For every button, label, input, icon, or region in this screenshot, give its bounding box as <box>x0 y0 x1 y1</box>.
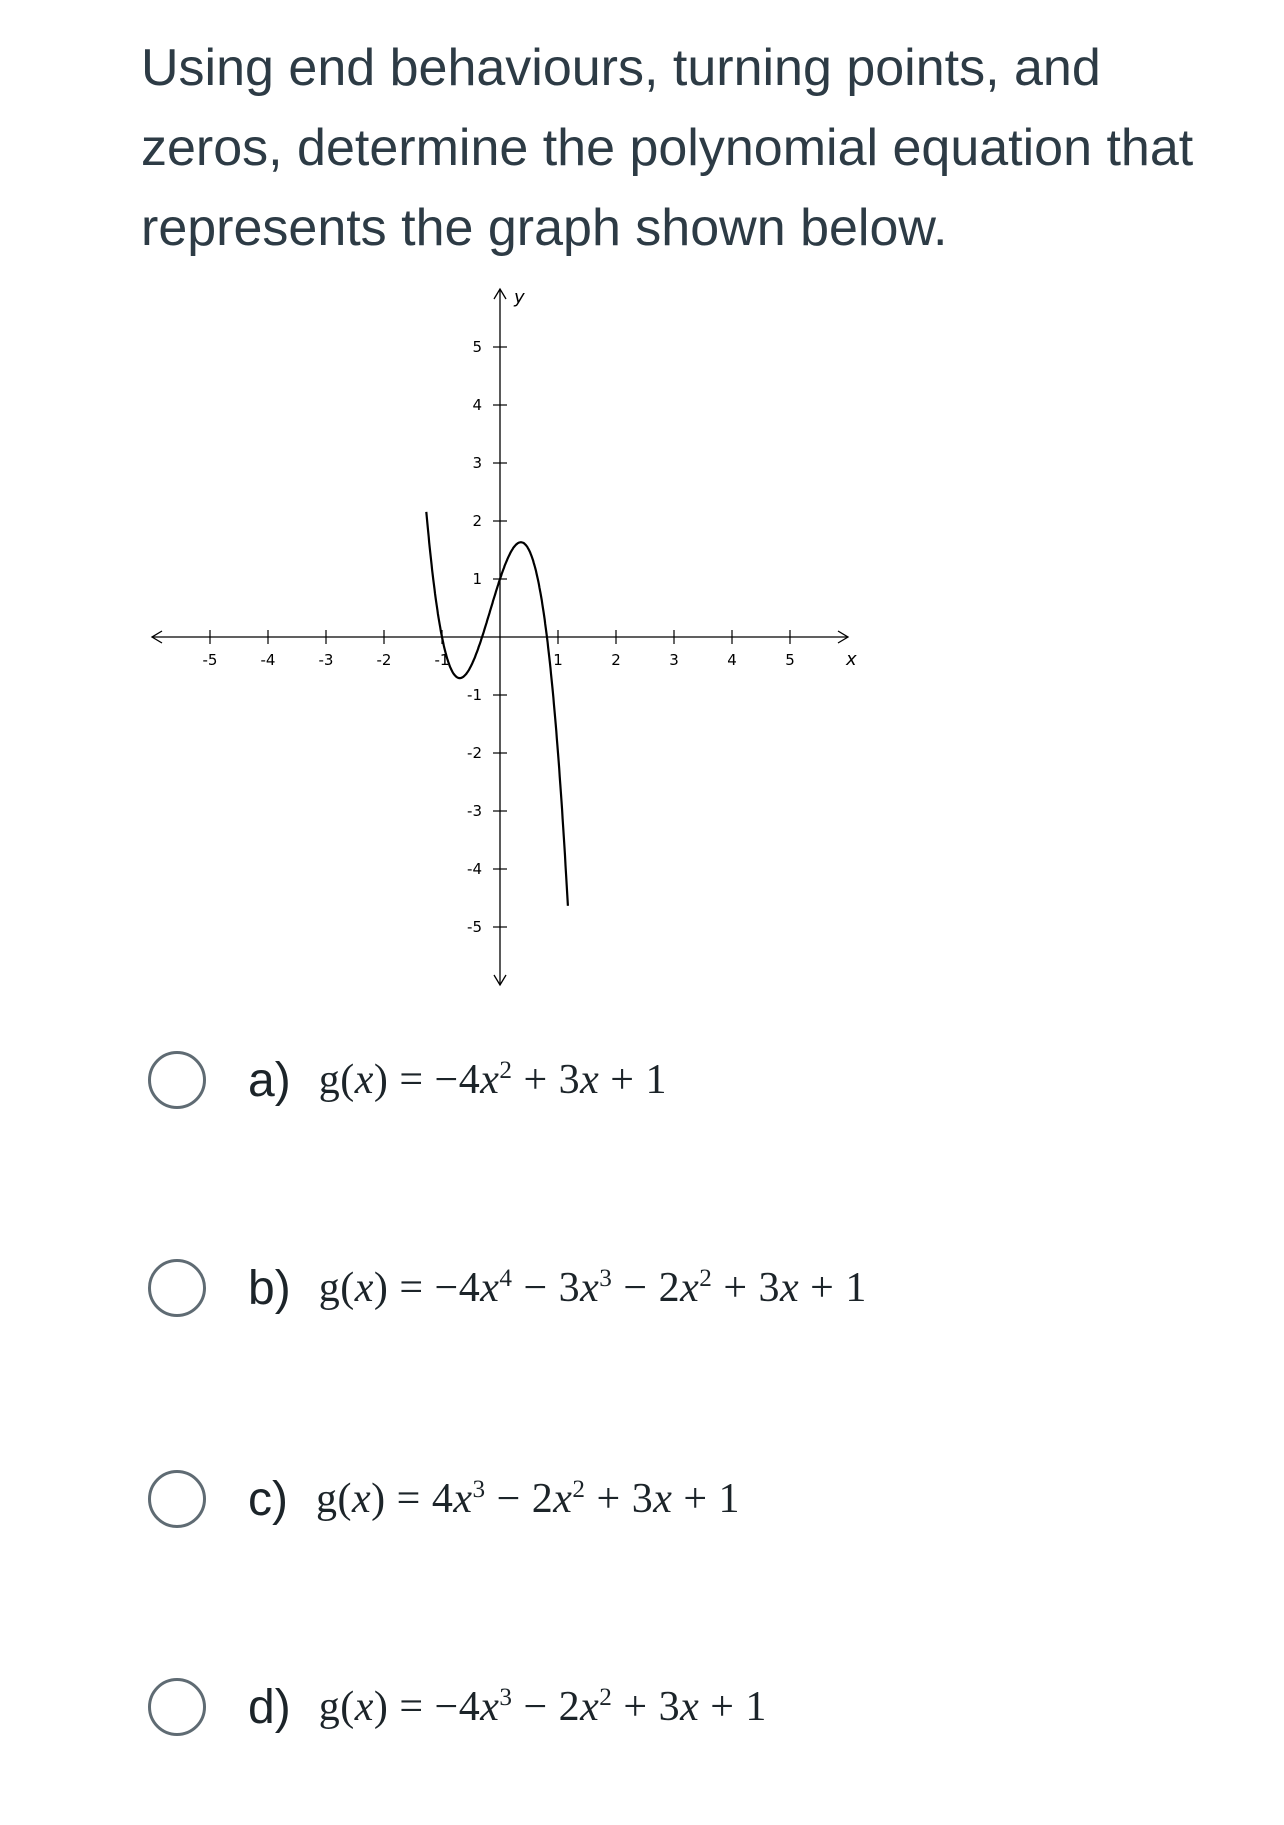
polynomial-curve <box>426 512 568 906</box>
y-tick-label: 4 <box>472 396 482 414</box>
radio-button[interactable] <box>148 1470 206 1528</box>
x-tick-label: 2 <box>611 651 621 669</box>
option-letter: b) <box>248 1261 291 1315</box>
radio-button[interactable] <box>148 1678 206 1736</box>
axes <box>152 289 848 985</box>
question-text: Using end behaviours, turning points, and zeros, determine the polynomial equation that represents the graph shown below. <box>141 39 1194 257</box>
x-tick-label: -2 <box>376 651 392 669</box>
y-tick-label: -4 <box>467 860 482 878</box>
option-d[interactable] <box>148 1667 767 1747</box>
y-tick-label: 1 <box>472 570 482 588</box>
y-tick-label: 3 <box>472 454 482 472</box>
x-axis-label: x <box>846 649 857 670</box>
x-tick-label: -5 <box>202 651 218 669</box>
option-equation: $g(x) = -4x^3 - 2x^2 + 3x + 1$ <box>318 1684 767 1730</box>
x-tick-label: 4 <box>727 651 737 669</box>
option-equation: $g(x) = -4x^2 + 3x + 1$ <box>318 1057 667 1103</box>
y-tick-label: -3 <box>467 802 482 820</box>
x-tick-label: 5 <box>785 651 795 669</box>
option-letter: d) <box>248 1680 291 1734</box>
option-a[interactable] <box>148 1040 667 1120</box>
option-letter: a) <box>248 1053 291 1107</box>
x-tick-label: -4 <box>260 651 276 669</box>
option-equation: $g(x) = -4x^4 - 3x^3 - 2x^2 + 3x + 1$ <box>318 1265 867 1311</box>
x-tick-label: -3 <box>318 651 334 669</box>
x-tick-label: 1 <box>553 651 563 669</box>
radio-button[interactable] <box>148 1259 206 1317</box>
option-equation: $g(x) = 4x^3 - 2x^2 + 3x + 1$ <box>315 1476 741 1522</box>
y-tick-label: -2 <box>467 744 482 762</box>
graph-svg <box>140 262 880 1002</box>
x-tick-label: 3 <box>669 651 679 669</box>
y-tick-label: -1 <box>467 686 482 704</box>
radio-button[interactable] <box>148 1051 206 1109</box>
option-b[interactable] <box>148 1248 867 1328</box>
y-tick-label: 2 <box>472 512 482 530</box>
polynomial-graph <box>140 262 880 1007</box>
y-axis-label: y <box>514 287 525 308</box>
y-tick-label: -5 <box>467 918 482 936</box>
x-tick-label: -1 <box>434 651 450 669</box>
y-tick-label: 5 <box>472 338 482 356</box>
option-letter: c) <box>248 1472 288 1526</box>
option-c[interactable] <box>148 1459 740 1539</box>
